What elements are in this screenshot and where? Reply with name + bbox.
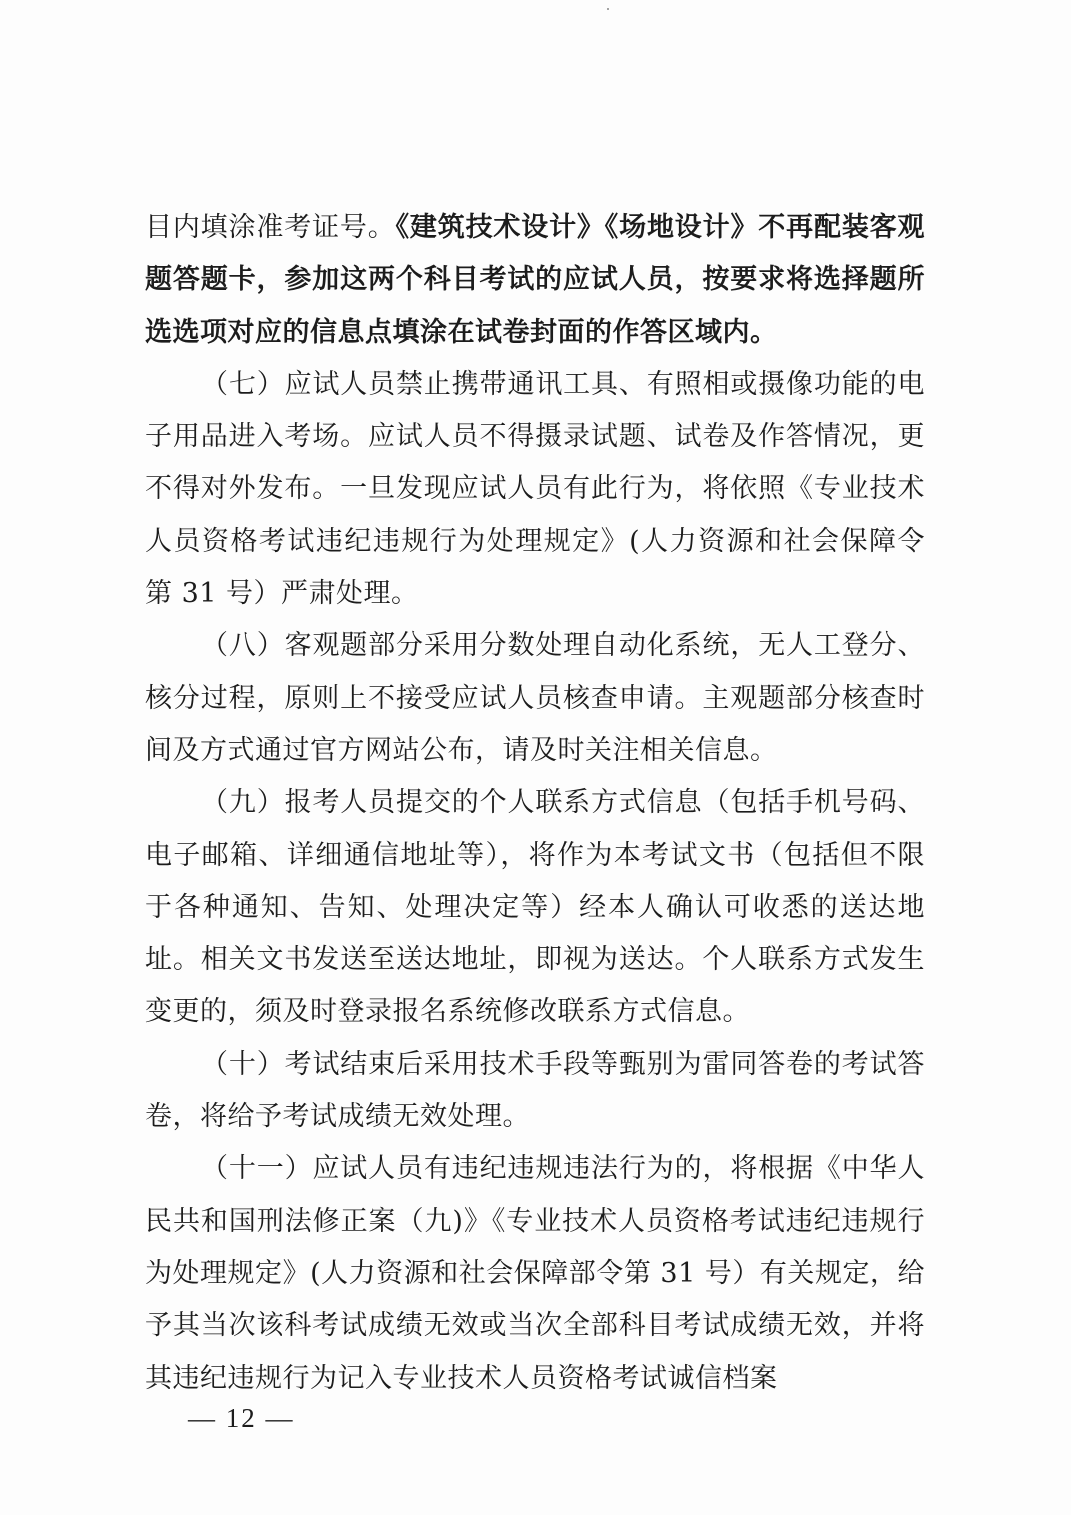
paragraph-item-9 — [145, 777, 925, 1038]
page-number: — 12 — — [188, 1403, 295, 1433]
paragraph-item-10 — [145, 1039, 925, 1144]
paragraph-text: （十一）应试人员有违纪违规违法行为的，将根据《中华人民共和国刑法修正案（九)》《专业技术人员资格考试违纪违规行为处理规定》(人力资源和社会保障部令第 31 号）有关规定，给予其当次该科考试成绩无效或当次全部科目考试成绩无效，并将其违纪违规行为记入专业技术人员资格考试诚信档案 — [145, 1153, 925, 1394]
scan-speck — [607, 8, 609, 10]
paragraph-item-8 — [145, 620, 925, 777]
paragraph-text: （十）考试结束后采用技术手段等甄别为雷同答卷的考试答卷，将给予考试成绩无效处理。 — [145, 1048, 925, 1133]
paragraph-text: （七）应试人员禁止携带通讯工具、有照相或摄像功能的电子用品进入考场。应试人员不得摄录试题、试卷及作答情况，更不得对外发布。一旦发现应试人员有此行为，将依照《专业技术人员资格考试违纪违规行为处理规定》(人力资源和社会保障令第 31 号）严肃处理。 — [145, 368, 925, 610]
paragraph-text: （九）报考人员提交的个人联系方式信息（包括手机号码、电子邮箱、详细通信地址等），将作为本考试文书（包括但不限于各种通知、告知、处理决定等）经本人确认可收悉的送达地址。相关文书发送至送达地址，即视为送达。个人联系方式发生变更的，须及时登录报名系统修改联系方式信息。 — [145, 787, 925, 1028]
paragraph-item-7 — [145, 359, 925, 620]
document-body — [145, 202, 925, 1405]
paragraph-text: （八）客观题部分采用分数处理自动化系统，无人工登分、核分过程，原则上不接受应试人员核查申请。主观题部分核查时间及方式通过官方网站公布，请及时关注相关信息。 — [145, 630, 925, 766]
paragraph-item-11 — [145, 1143, 925, 1404]
paragraph-continuation — [145, 202, 925, 359]
paragraph-bold-text: 《建筑技术设计》《场地设计》不再配装客观题答题卡，参加这两个科目考试的应试人员，按要求将选择题所选选项对应的信息点填涂在试卷封面的作答区域内。 — [145, 212, 926, 348]
paragraph-text: 目内填涂准考证号。 — [145, 212, 396, 243]
